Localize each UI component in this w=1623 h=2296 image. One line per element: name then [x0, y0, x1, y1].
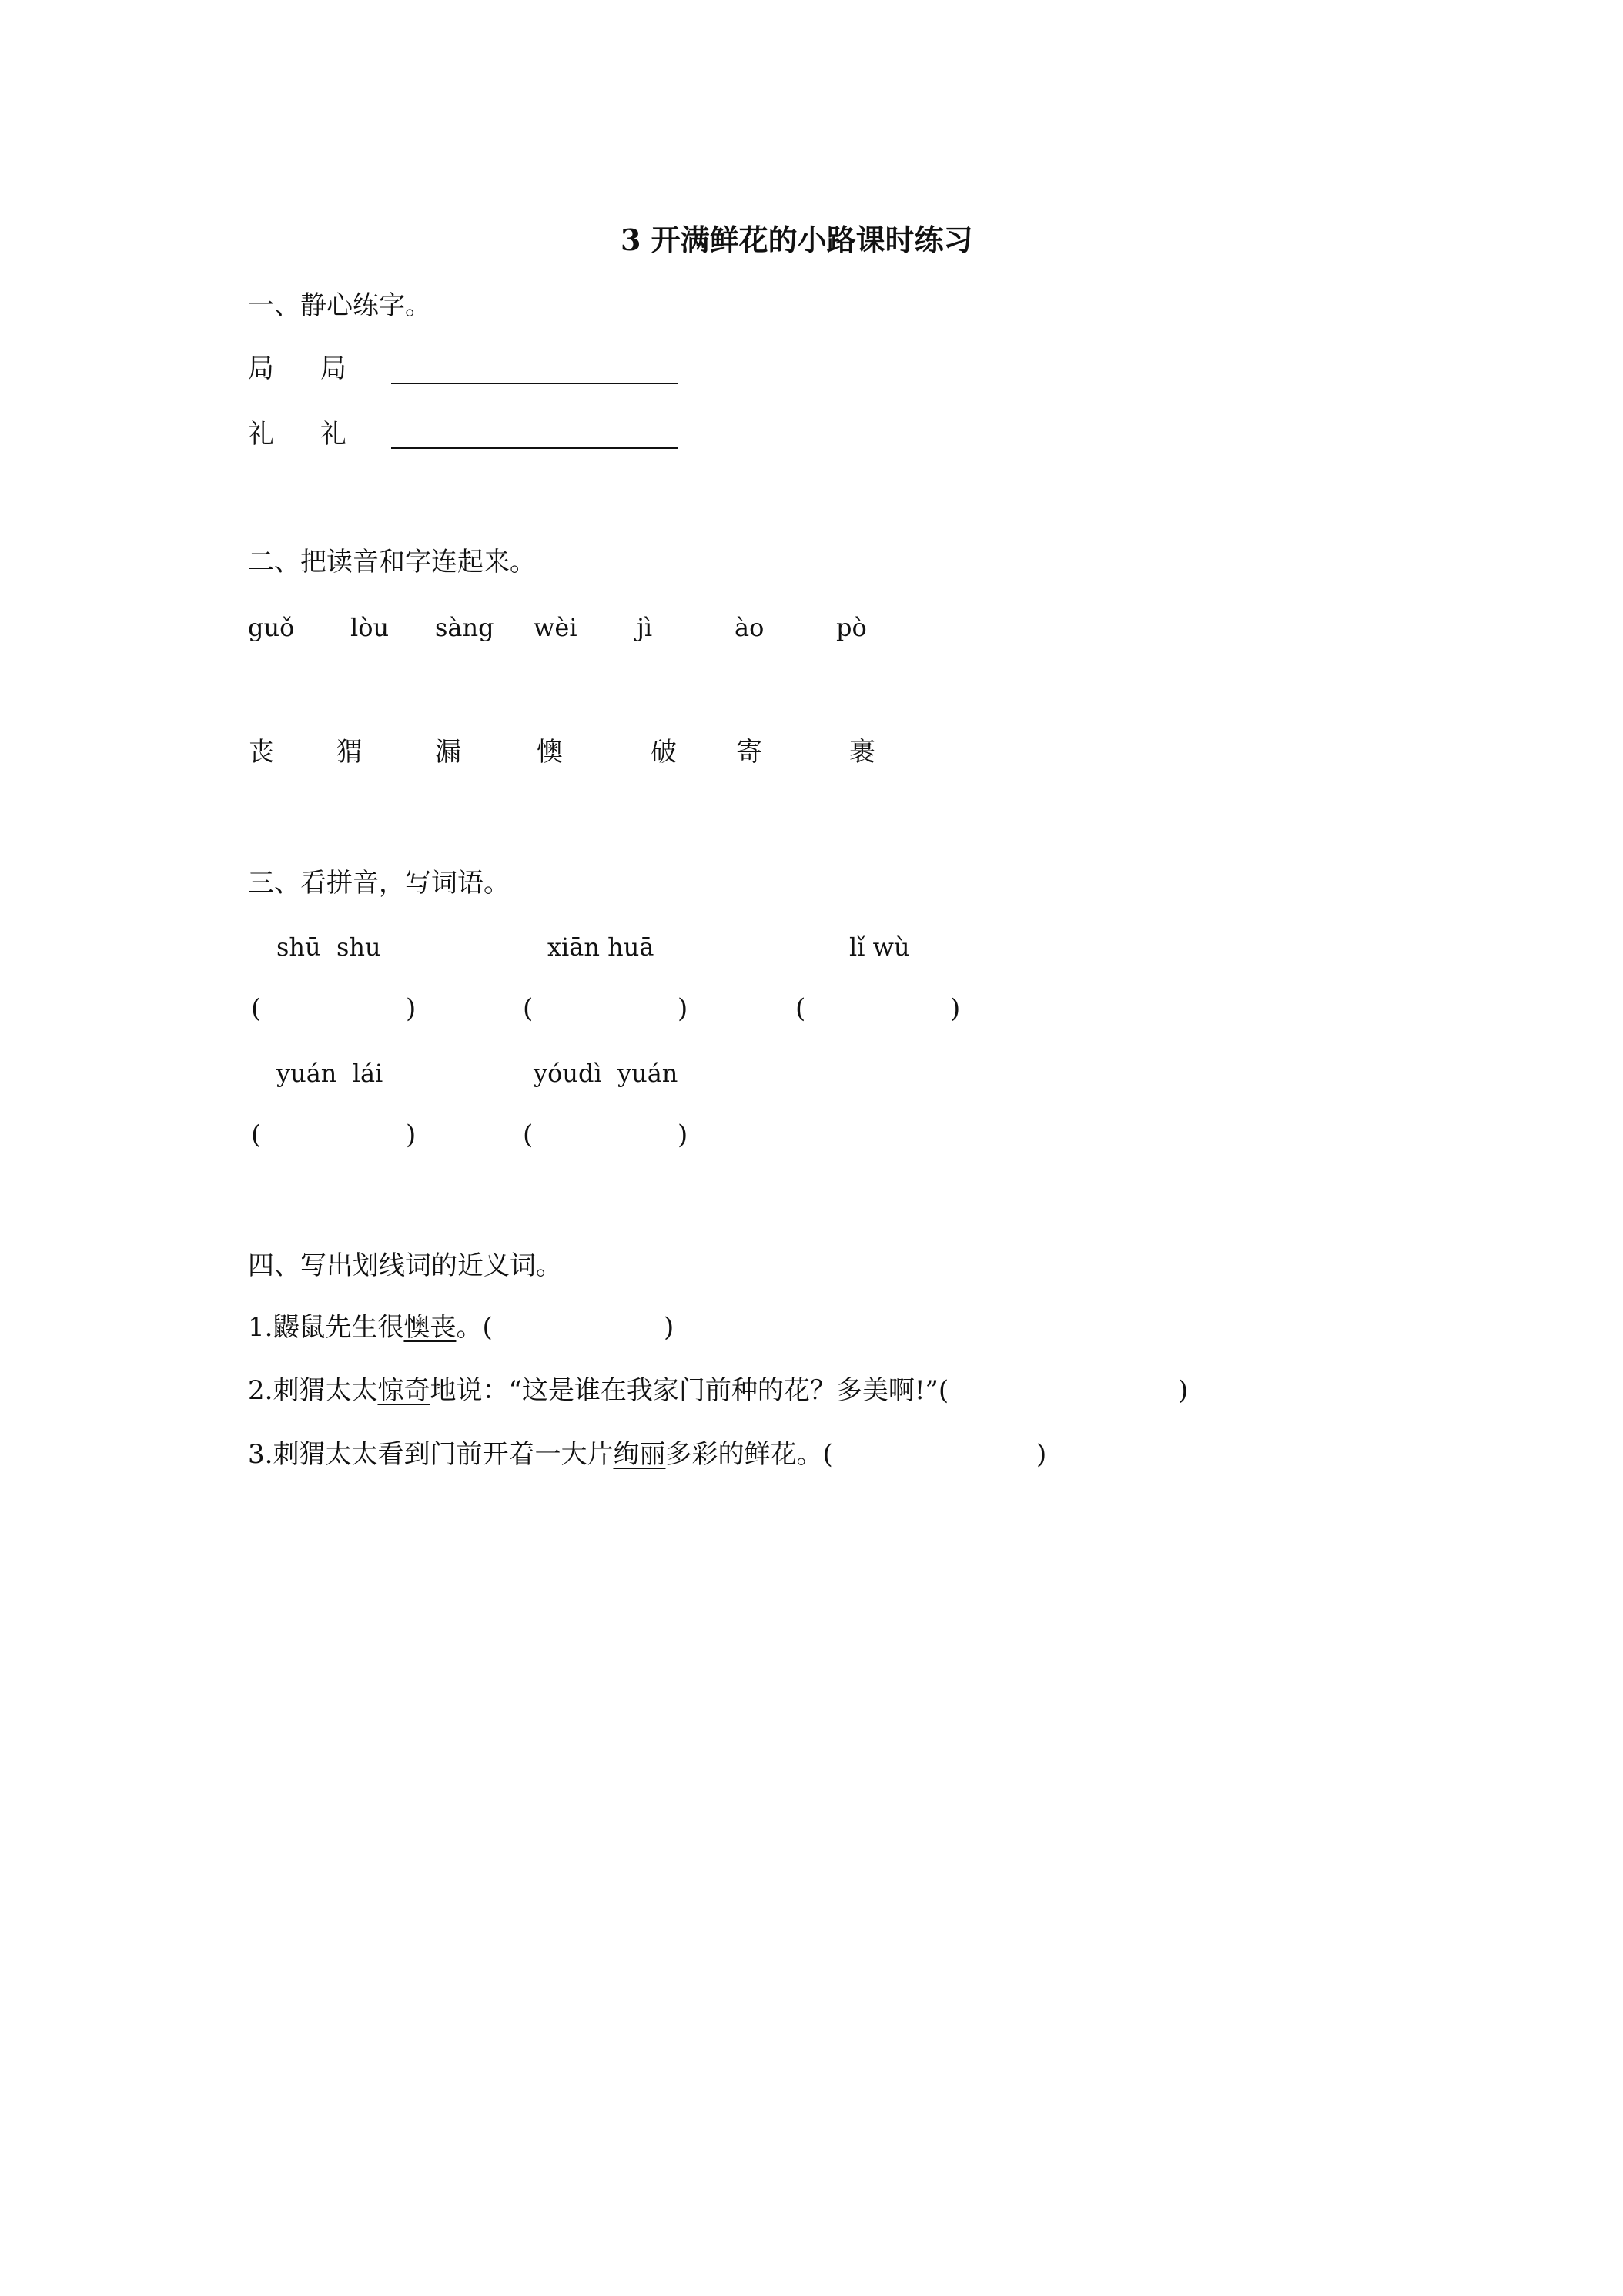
- hanzi-item: 漏: [435, 737, 461, 768]
- pinyin-item: pò: [836, 613, 867, 642]
- pinyin-item: guǒ: [248, 613, 295, 642]
- answer-paren-close: ): [678, 993, 688, 1024]
- question-text: 。(: [456, 1312, 493, 1343]
- question-item: [248, 1377, 949, 1404]
- pinyin-item: ào: [735, 613, 765, 642]
- question-item: [248, 1312, 493, 1343]
- answer-paren-close: ): [950, 993, 961, 1024]
- practice-char: 礼: [248, 419, 274, 450]
- hanzi-item: 寄: [736, 737, 762, 768]
- underlined-word: 绚丽: [613, 1439, 666, 1470]
- question-text: 多彩的鲜花。(: [665, 1439, 833, 1470]
- hanzi-item: 破: [651, 737, 677, 768]
- answer-paren-close: ): [406, 993, 417, 1024]
- section4-heading: 四、写出划线词的近义词。: [248, 1250, 562, 1281]
- underlined-word: 惊奇: [377, 1375, 430, 1406]
- answer-paren-close: ): [678, 1120, 688, 1150]
- hanzi-item: 丧: [248, 737, 274, 768]
- pinyin-prompt: xiān huā: [547, 932, 654, 962]
- pinyin-item: wèi: [534, 613, 577, 642]
- question-text: 3.刺猬太太看到门前开着一大片: [248, 1439, 614, 1470]
- pinyin-item: sàng: [435, 613, 494, 642]
- hanzi-item: 懊: [537, 737, 563, 768]
- question-item: [248, 1441, 833, 1468]
- pinyin-item: jì: [637, 613, 653, 642]
- practice-char: 局: [320, 353, 346, 384]
- section1-heading: 一、静心练字。: [248, 290, 431, 321]
- pinyin-prompt: shū shu: [276, 932, 381, 962]
- underlined-word: 懊丧: [403, 1312, 457, 1343]
- worksheet-title: 3 开满鲜花的小路课时练习: [621, 223, 973, 257]
- answer-paren-close: ): [406, 1120, 417, 1150]
- question-text: 1.鼹鼠先生很: [248, 1312, 404, 1343]
- section2-heading: 二、把读音和字连起来。: [248, 547, 536, 577]
- writing-line[interactable]: [391, 383, 678, 384]
- writing-line[interactable]: [391, 447, 678, 449]
- answer-paren-close: ): [1036, 1439, 1047, 1470]
- answer-paren-open: (: [523, 993, 534, 1024]
- hanzi-item: 裹: [849, 737, 875, 768]
- question-text: 地说：“这是谁在我家门前种的花？多美啊!”(: [430, 1375, 949, 1406]
- pinyin-prompt: lǐ wù: [849, 932, 910, 962]
- section3-heading: 三、看拼音，写词语。: [248, 868, 510, 899]
- answer-paren-open: (: [523, 1120, 534, 1150]
- practice-char: 礼: [320, 419, 346, 450]
- hanzi-item: 猬: [336, 737, 363, 768]
- practice-char: 局: [248, 353, 274, 384]
- question-text: 2.刺猬太太: [248, 1375, 378, 1406]
- answer-paren-close: ): [1178, 1375, 1189, 1406]
- pinyin-item: lòu: [350, 613, 390, 642]
- pinyin-prompt: yuán lái: [276, 1059, 383, 1088]
- answer-paren-open: (: [251, 1120, 262, 1150]
- pinyin-prompt: yóudì yuán: [534, 1059, 678, 1088]
- answer-paren-open: (: [795, 993, 806, 1024]
- answer-paren-close: ): [664, 1312, 674, 1343]
- answer-paren-open: (: [251, 993, 262, 1024]
